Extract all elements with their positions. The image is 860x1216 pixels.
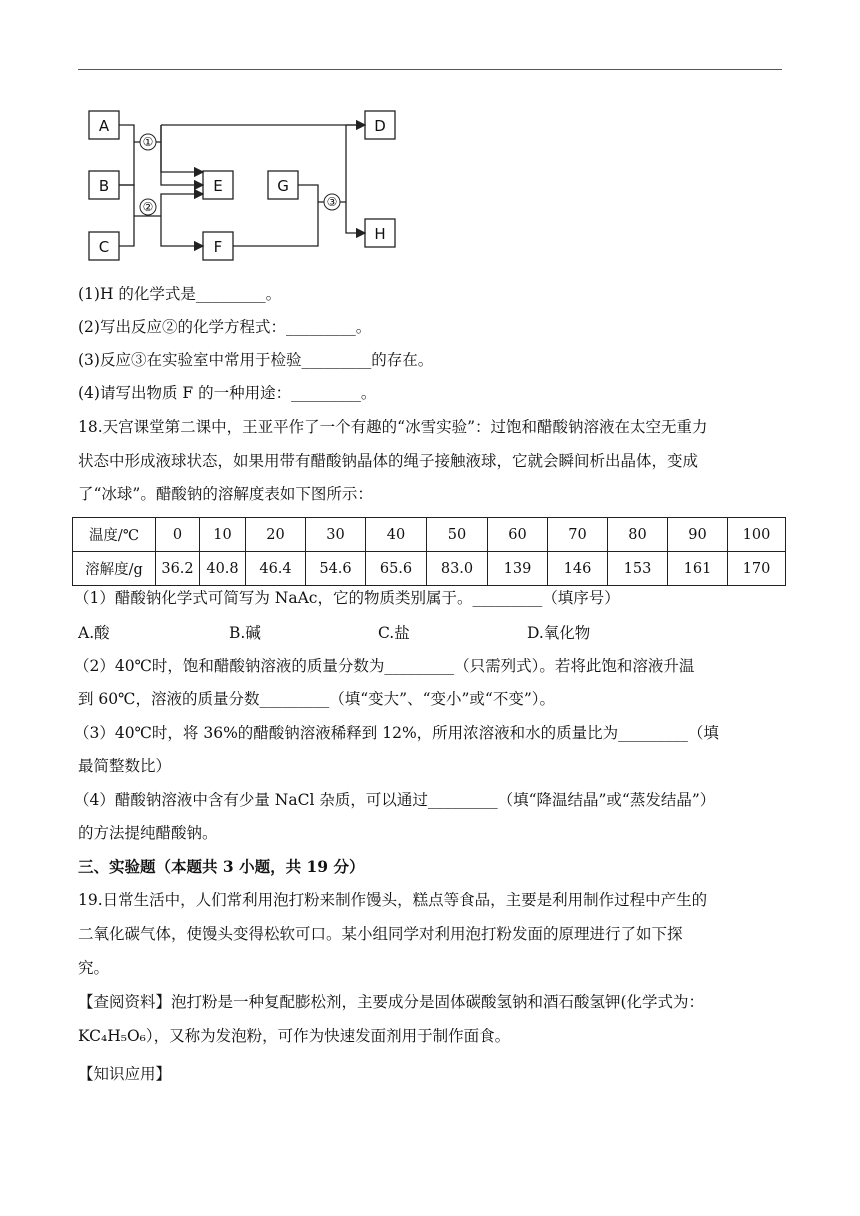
solubility-table: [72, 517, 786, 586]
q18-intro-line1: 18.天宫课堂第二课中，王亚平作了一个有趣的“冰雪实验”：过饱和醋酸钠溶液在太空无重力: [78, 418, 708, 436]
header-rule: [78, 69, 782, 70]
q18-sub1: （1）醋酸钠化学式可简写为 NaAc，它的物质类别属于。_________（填序号）: [74, 589, 620, 607]
table-cell: 20: [246, 518, 306, 552]
table-cell: 139: [488, 552, 548, 586]
table-cell: 100: [728, 518, 786, 552]
q18-intro-line3: 了“冰球”。醋酸钠的溶解度表如下图所示：: [78, 485, 373, 503]
q17-part3: (3)反应③在实验室中常用于检验_________的存在。: [78, 351, 434, 369]
table-cell: 70: [548, 518, 608, 552]
q17-part2: (2)写出反应②的化学方程式：_________。: [78, 318, 372, 336]
table-cell: 80: [608, 518, 668, 552]
q19-reference-line1: 【查阅资料】泡打粉是一种复配膨松剂，主要成分是固体碳酸氢钠和酒石酸氢钾(化学式为：: [78, 993, 705, 1011]
q18-sub2-line1: （2）40℃时，饱和醋酸钠溶液的质量分数为_________（只需列式）。若将此饱和溶液升温: [74, 657, 695, 675]
q18-sub2-line2: 到 60℃，溶液的质量分数_________（填“变大”、“变小”或“不变”）。: [78, 690, 556, 708]
node-d-label: D: [374, 117, 386, 135]
q17-part1: (1)H 的化学式是_________。: [78, 285, 282, 303]
table-cell: 46.4: [246, 552, 306, 586]
q19-knowledge-heading: 【知识应用】: [78, 1065, 172, 1083]
table-cell: 153: [608, 552, 668, 586]
q19-line2: 二氧化碳气体，使馒头变得松软可口。某小组同学对利用泡打粉发面的原理进行了如下探: [78, 925, 683, 943]
table-cell: 60: [488, 518, 548, 552]
q18-sub4-line2: 的方法提纯醋酸钠。: [78, 824, 218, 842]
table-cell: 30: [306, 518, 366, 552]
table-cell: 146: [548, 552, 608, 586]
node-a-label: A: [98, 117, 110, 135]
table-header-temperature: 温度/℃: [73, 518, 156, 552]
option-a: A.酸: [78, 624, 110, 642]
q19-reference-line2: [78, 1025, 510, 1047]
table-cell: 40: [366, 518, 427, 552]
table-cell: 36.2: [156, 552, 200, 586]
node-e-label: E: [213, 177, 223, 195]
q19-line3: 究。: [78, 959, 110, 977]
q18-intro-line2: 状态中形成液球状态，如果用带有醋酸钠晶体的绳子接触液球，它就会瞬间析出晶体，变成: [78, 452, 699, 470]
q17-part4: (4)请写出物质 F 的一种用途：_________。: [78, 384, 377, 402]
table-header-solubility: 溶解度/g: [73, 552, 156, 586]
table-cell: 50: [427, 518, 488, 552]
q18-sub3-line1: （3）40℃时，将 36%的醋酸钠溶液稀释到 12%，所用浓溶液和水的质量比为_________（填: [74, 724, 719, 742]
node-c-label: C: [98, 238, 110, 256]
table-cell: 40.8: [200, 552, 246, 586]
node-g-label: G: [277, 177, 289, 195]
q18-sub4-line1: （4）醋酸钠溶液中含有少量 NaCl 杂质，可以通过_________（填“降温结晶”或“蒸发结晶”）: [74, 791, 716, 809]
reaction-3-label: ③: [326, 195, 338, 209]
table-row-temperature: [73, 518, 786, 552]
option-d: D.氧化物: [527, 624, 591, 642]
table-cell: 54.6: [306, 552, 366, 586]
node-f-label: F: [213, 238, 223, 256]
table-cell: 83.0: [427, 552, 488, 586]
q19-line1: 19.日常生活中，人们常利用泡打粉来制作馒头，糕点等食品，主要是利用制作过程中产生的: [78, 891, 708, 909]
table-cell: 170: [728, 552, 786, 586]
table-cell: 10: [200, 518, 246, 552]
table-cell: 65.6: [366, 552, 427, 586]
table-row-solubility: [73, 552, 786, 586]
q18-sub3-line2: 最简整数比）: [78, 757, 172, 775]
table-cell: 90: [668, 518, 728, 552]
q18-options: [78, 621, 782, 643]
option-b: B.碱: [229, 624, 261, 642]
node-h-label: H: [374, 225, 386, 243]
table-cell: 0: [156, 518, 200, 552]
reaction-1-label: ①: [142, 135, 154, 149]
reaction-flow-diagram: [86, 108, 406, 268]
node-b-label: B: [98, 177, 110, 195]
q19-reference-rest: ），又称为发泡粉，可作为快速发面剂用于制作面食。: [145, 1027, 511, 1045]
formula: KC₄H₅O₆: [78, 1027, 146, 1045]
section-heading-experiments: 三、实验题（本题共 3 小题，共 19 分）: [78, 857, 365, 876]
option-c: C.盐: [378, 624, 410, 642]
reaction-2-label: ②: [142, 200, 154, 214]
table-cell: 161: [668, 552, 728, 586]
